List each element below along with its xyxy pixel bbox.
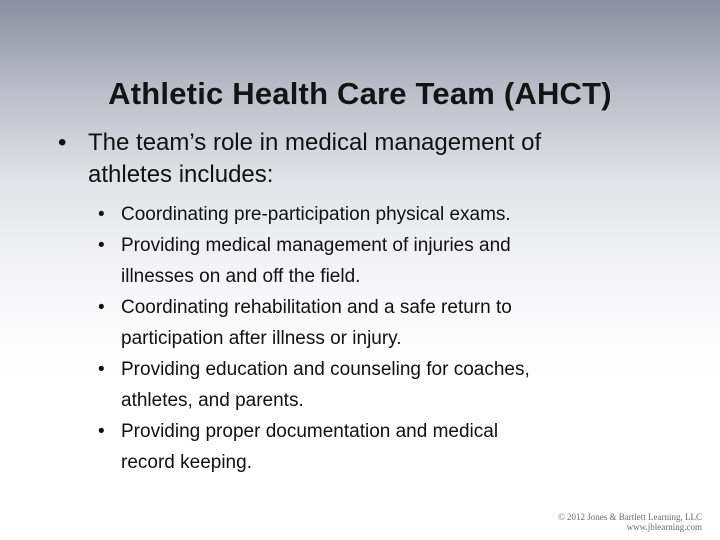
copyright-notice <box>558 512 702 532</box>
bullet-marker: • <box>58 129 67 156</box>
main-bullet-line-2: athletes includes: <box>88 161 274 188</box>
sub-bullet-preparticipation-exams <box>98 199 530 230</box>
sub-bullet-list <box>98 199 530 478</box>
sub-bullet-education-counseling <box>98 354 530 416</box>
bullet-marker: • <box>98 359 105 380</box>
sub-bullet-line: record keeping. <box>121 452 252 473</box>
bullet-marker: • <box>98 204 105 225</box>
sub-bullet-medical-management <box>98 230 530 292</box>
slide-title: Athletic Health Care Team (AHCT) <box>108 76 612 111</box>
sub-bullet-line: Coordinating pre-participation physical exams. <box>121 204 511 225</box>
sub-bullet-documentation <box>98 416 530 478</box>
sub-bullet-line: participation after illness or injury. <box>121 328 402 349</box>
sub-bullet-line: Providing education and counseling for coaches, <box>121 359 530 380</box>
main-bullet <box>58 127 541 191</box>
bullet-marker: • <box>98 297 105 318</box>
sub-bullet-line: Providing medical management of injuries and <box>121 235 511 256</box>
publisher-url: www.jblearning.com <box>626 522 702 532</box>
bullet-marker: • <box>98 421 105 442</box>
sub-bullet-line: athletes, and parents. <box>121 390 304 411</box>
sub-bullet-line: Coordinating rehabilitation and a safe return to <box>121 297 512 318</box>
copyright-line: © 2012 Jones & Bartlett Learning, LLC <box>557 512 702 522</box>
sub-bullet-line: illnesses on and off the field. <box>121 266 361 287</box>
main-bullet-line-1: The team’s role in medical management of <box>88 129 542 156</box>
sub-bullet-line: Providing proper documentation and medical <box>121 421 499 442</box>
sub-bullet-rehabilitation <box>98 292 530 354</box>
bullet-marker: • <box>98 235 105 256</box>
